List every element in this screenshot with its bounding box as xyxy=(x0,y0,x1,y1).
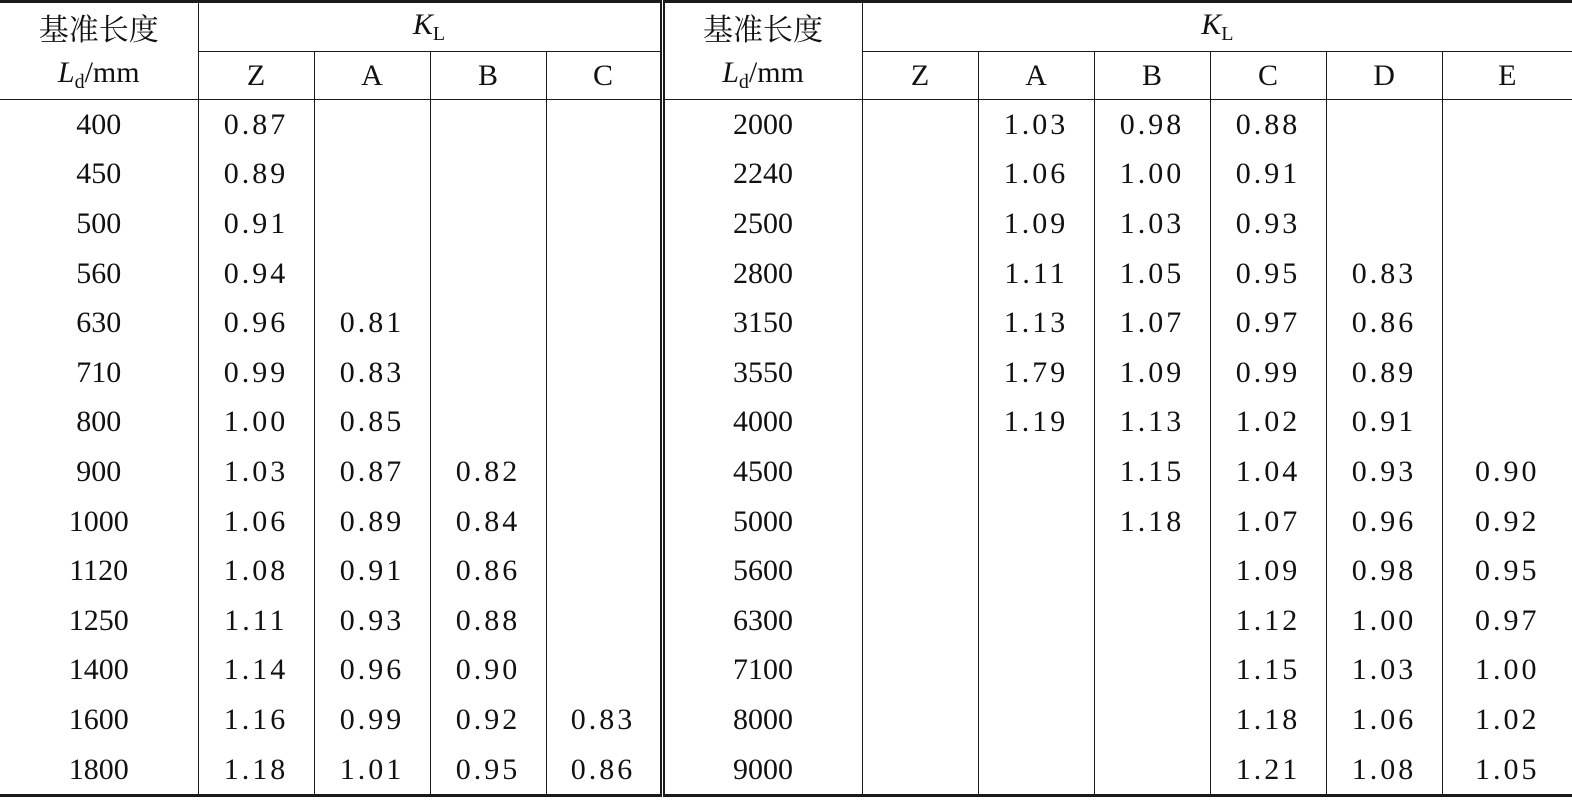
left-col-header: A xyxy=(314,52,430,100)
left-col-header: B xyxy=(430,52,546,100)
left-kl-cell: 0.89 xyxy=(198,150,314,200)
right-kl-cell: 1.00 xyxy=(1442,646,1572,696)
right-kl-cell: 0.90 xyxy=(1442,447,1572,497)
right-kl-cell: 1.18 xyxy=(1210,695,1326,745)
right-kl-cell: 0.92 xyxy=(1442,497,1572,547)
table-row xyxy=(0,398,1572,448)
right-kl-cell xyxy=(1442,100,1572,150)
right-kl-cell: 1.02 xyxy=(1210,398,1326,448)
left-kl-cell: 0.92 xyxy=(430,695,546,745)
right-kl-cell xyxy=(978,497,1094,547)
left-kl-cell: 0.95 xyxy=(430,745,546,796)
left-kl-cell xyxy=(430,199,546,249)
right-kl-cell: 0.91 xyxy=(1326,398,1442,448)
left-kl-cell: 0.83 xyxy=(314,348,430,398)
right-kl-cell xyxy=(862,100,978,150)
right-kl-cell xyxy=(978,546,1094,596)
right-kl-cell xyxy=(978,447,1094,497)
right-kl-cell: 1.13 xyxy=(1094,398,1210,448)
right-kl-cell: 1.05 xyxy=(1442,745,1572,796)
table-row xyxy=(0,745,1572,796)
table-body xyxy=(0,100,1572,796)
right-col-header: B xyxy=(1094,52,1210,100)
left-kl-cell: 0.96 xyxy=(314,646,430,696)
right-kl-cell: 1.15 xyxy=(1094,447,1210,497)
table-row xyxy=(0,546,1572,596)
left-kl-cell: 0.90 xyxy=(430,646,546,696)
left-kl-cell xyxy=(546,646,662,696)
left-ld-unit-header: $L_d/mm$ xyxy=(0,52,198,100)
right-length-cell: 4000 xyxy=(662,398,862,448)
left-kl-cell: 0.89 xyxy=(314,497,430,547)
right-kl-cell xyxy=(862,199,978,249)
left-kl-cell: 0.87 xyxy=(198,100,314,150)
left-length-cell: 1120 xyxy=(69,554,129,588)
right-length-cell: 2000 xyxy=(662,100,862,150)
left-kl-cell: 1.08 xyxy=(198,546,314,596)
left-kl-cell: 1.11 xyxy=(198,596,314,646)
left-length-cell: 560 xyxy=(76,256,122,290)
right-kl-cell: 1.00 xyxy=(1326,596,1442,646)
right-length-cell: 2500 xyxy=(662,199,862,249)
right-kl-cell xyxy=(1094,646,1210,696)
left-col-header: Z xyxy=(198,52,314,100)
left-kl-cell: 1.06 xyxy=(198,497,314,547)
right-col-header: Z xyxy=(862,52,978,100)
right-kl-cell: 0.95 xyxy=(1442,546,1572,596)
right-kl-cell: 0.93 xyxy=(1326,447,1442,497)
left-kl-cell: 1.16 xyxy=(198,695,314,745)
left-kl-cell: 1.03 xyxy=(198,447,314,497)
left-kl-cell xyxy=(546,249,662,299)
right-kl-cell: 0.91 xyxy=(1210,150,1326,200)
right-kl-cell: 1.00 xyxy=(1094,150,1210,200)
left-length-cell: 1250 xyxy=(68,603,129,637)
left-kl-cell: 0.81 xyxy=(314,298,430,348)
right-col-header: D xyxy=(1326,52,1442,100)
right-kl-cell xyxy=(1326,150,1442,200)
left-col-header: C xyxy=(546,52,662,100)
table-row xyxy=(0,150,1572,200)
right-kl-cell: 1.09 xyxy=(1094,348,1210,398)
left-kl-cell xyxy=(314,100,430,150)
right-kl-cell: 0.88 xyxy=(1210,100,1326,150)
right-kl-cell xyxy=(1094,745,1210,796)
left-kl-cell: 0.86 xyxy=(430,546,546,596)
left-kl-cell xyxy=(546,298,662,348)
right-kl-cell: 1.12 xyxy=(1210,596,1326,646)
right-kl-cell: 1.05 xyxy=(1094,249,1210,299)
right-length-cell: 2240 xyxy=(662,150,862,200)
right-length-cell: 5600 xyxy=(662,546,862,596)
right-kl-cell: 0.99 xyxy=(1210,348,1326,398)
right-kl-cell: 0.95 xyxy=(1210,249,1326,299)
right-col-header: C xyxy=(1210,52,1326,100)
right-kl-cell: 0.83 xyxy=(1326,249,1442,299)
right-kl-cell: 1.03 xyxy=(978,100,1094,150)
right-kl-cell xyxy=(1442,348,1572,398)
left-kl-cell: 0.84 xyxy=(430,497,546,547)
right-kl-cell xyxy=(862,596,978,646)
right-kl-cell: 1.79 xyxy=(978,348,1094,398)
left-length-cell: 1800 xyxy=(68,752,129,786)
right-kl-cell: 0.86 xyxy=(1326,298,1442,348)
left-length-cell: 500 xyxy=(76,206,122,240)
right-kl-cell: 1.07 xyxy=(1094,298,1210,348)
right-kl-cell xyxy=(1326,100,1442,150)
right-kl-cell: 1.15 xyxy=(1210,646,1326,696)
right-kl-cell: 0.97 xyxy=(1210,298,1326,348)
right-kl-cell xyxy=(862,447,978,497)
left-kl-header: $K_L$ xyxy=(198,2,662,52)
right-kl-cell xyxy=(1094,596,1210,646)
left-length-cell: 710 xyxy=(76,355,122,389)
left-kl-cell xyxy=(430,348,546,398)
left-kl-cell: 1.14 xyxy=(198,646,314,696)
left-length-cell: 1000 xyxy=(68,504,129,538)
left-kl-cell: 1.01 xyxy=(314,745,430,796)
right-col-header: E xyxy=(1442,52,1572,100)
right-kl-cell: 1.06 xyxy=(1326,695,1442,745)
left-kl-cell xyxy=(546,398,662,448)
right-kl-cell xyxy=(862,150,978,200)
right-kl-cell: 1.13 xyxy=(978,298,1094,348)
left-kl-cell: 0.87 xyxy=(314,447,430,497)
left-kl-cell xyxy=(546,447,662,497)
right-kl-cell xyxy=(1094,546,1210,596)
left-kl-cell: 0.94 xyxy=(198,249,314,299)
right-kl-header: $K_L$ xyxy=(862,2,1572,52)
right-ld-unit-header: $L_d/mm$ xyxy=(662,52,862,100)
right-kl-cell xyxy=(1094,695,1210,745)
table-row xyxy=(0,596,1572,646)
table-row xyxy=(0,298,1572,348)
right-kl-cell xyxy=(862,398,978,448)
right-kl-cell xyxy=(978,646,1094,696)
left-kl-cell: 0.91 xyxy=(314,546,430,596)
right-kl-cell xyxy=(862,546,978,596)
right-kl-cell: 0.98 xyxy=(1326,546,1442,596)
left-kl-cell xyxy=(430,398,546,448)
left-kl-cell xyxy=(546,546,662,596)
right-kl-cell xyxy=(1442,249,1572,299)
header-row-2 xyxy=(0,52,1572,100)
header-row-1 xyxy=(0,2,1572,52)
right-kl-cell xyxy=(862,695,978,745)
right-length-cell: 6300 xyxy=(662,596,862,646)
right-kl-cell: 1.08 xyxy=(1326,745,1442,796)
right-kl-cell: 1.03 xyxy=(1094,199,1210,249)
right-length-cell: 9000 xyxy=(662,745,862,796)
right-kl-cell xyxy=(978,596,1094,646)
table-row xyxy=(0,199,1572,249)
left-kl-cell: 0.99 xyxy=(198,348,314,398)
right-kl-cell xyxy=(1442,298,1572,348)
right-kl-cell xyxy=(1326,199,1442,249)
right-kl-cell: 1.19 xyxy=(978,398,1094,448)
right-kl-cell xyxy=(1442,150,1572,200)
right-kl-cell xyxy=(862,298,978,348)
table-row xyxy=(0,348,1572,398)
right-kl-cell: 1.02 xyxy=(1442,695,1572,745)
right-kl-cell: 1.18 xyxy=(1094,497,1210,547)
left-length-cell: 1400 xyxy=(68,653,129,687)
left-kl-cell xyxy=(430,249,546,299)
left-kl-cell xyxy=(430,100,546,150)
left-length-cell: 800 xyxy=(76,405,122,439)
right-kl-cell xyxy=(862,646,978,696)
right-kl-cell: 0.89 xyxy=(1326,348,1442,398)
right-kl-cell: 1.11 xyxy=(978,249,1094,299)
right-kl-cell: 0.93 xyxy=(1210,199,1326,249)
right-kl-cell: 1.09 xyxy=(1210,546,1326,596)
right-length-cell: 8000 xyxy=(662,695,862,745)
right-base-length-header: 基准长度 xyxy=(662,2,862,52)
right-col-header: A xyxy=(978,52,1094,100)
right-kl-cell: 1.07 xyxy=(1210,497,1326,547)
right-length-cell: 4500 xyxy=(662,447,862,497)
table-row xyxy=(0,249,1572,299)
table-row xyxy=(0,695,1572,745)
right-kl-cell xyxy=(862,497,978,547)
left-kl-cell xyxy=(546,348,662,398)
left-length-cell: 400 xyxy=(76,107,122,141)
right-kl-cell: 1.21 xyxy=(1210,745,1326,796)
left-kl-cell: 0.85 xyxy=(314,398,430,448)
right-length-cell: 3150 xyxy=(662,298,862,348)
right-kl-cell: 1.03 xyxy=(1326,646,1442,696)
right-length-cell: 7100 xyxy=(662,646,862,696)
left-kl-cell: 1.18 xyxy=(198,745,314,796)
right-kl-cell: 1.09 xyxy=(978,199,1094,249)
left-length-cell: 630 xyxy=(76,306,122,340)
left-kl-cell: 0.83 xyxy=(546,695,662,745)
right-length-cell: 5000 xyxy=(662,497,862,547)
right-kl-cell xyxy=(862,745,978,796)
left-kl-cell xyxy=(430,150,546,200)
right-kl-cell: 0.98 xyxy=(1094,100,1210,150)
table-row xyxy=(0,447,1572,497)
left-length-cell: 1600 xyxy=(68,702,129,736)
right-kl-cell xyxy=(1442,398,1572,448)
left-kl-cell: 0.82 xyxy=(430,447,546,497)
table-row xyxy=(0,646,1572,696)
right-kl-cell: 0.96 xyxy=(1326,497,1442,547)
left-length-cell: 900 xyxy=(76,454,122,488)
left-kl-cell xyxy=(314,199,430,249)
right-kl-cell xyxy=(978,695,1094,745)
left-kl-cell: 0.99 xyxy=(314,695,430,745)
right-kl-cell: 0.97 xyxy=(1442,596,1572,646)
left-kl-cell xyxy=(314,249,430,299)
left-kl-cell xyxy=(546,596,662,646)
right-kl-cell: 1.06 xyxy=(978,150,1094,200)
right-length-cell: 3550 xyxy=(662,348,862,398)
left-kl-cell: 0.88 xyxy=(430,596,546,646)
left-kl-cell xyxy=(546,100,662,150)
left-kl-cell xyxy=(314,150,430,200)
left-base-length-header: 基准长度 xyxy=(38,14,159,48)
right-kl-cell xyxy=(978,745,1094,796)
right-kl-cell xyxy=(862,249,978,299)
left-kl-cell xyxy=(546,199,662,249)
right-kl-cell xyxy=(1442,199,1572,249)
left-kl-cell: 0.86 xyxy=(546,745,662,796)
left-kl-cell xyxy=(546,497,662,547)
left-length-cell: 450 xyxy=(76,157,122,191)
left-kl-cell: 0.93 xyxy=(314,596,430,646)
left-kl-cell xyxy=(546,150,662,200)
left-kl-cell xyxy=(430,298,546,348)
table-row xyxy=(0,100,1572,150)
left-kl-cell: 0.91 xyxy=(198,199,314,249)
table-row xyxy=(0,497,1572,547)
right-kl-cell xyxy=(862,348,978,398)
left-kl-cell: 0.96 xyxy=(198,298,314,348)
right-kl-cell: 1.04 xyxy=(1210,447,1326,497)
left-kl-cell: 1.00 xyxy=(198,398,314,448)
right-length-cell: 2800 xyxy=(662,249,862,299)
